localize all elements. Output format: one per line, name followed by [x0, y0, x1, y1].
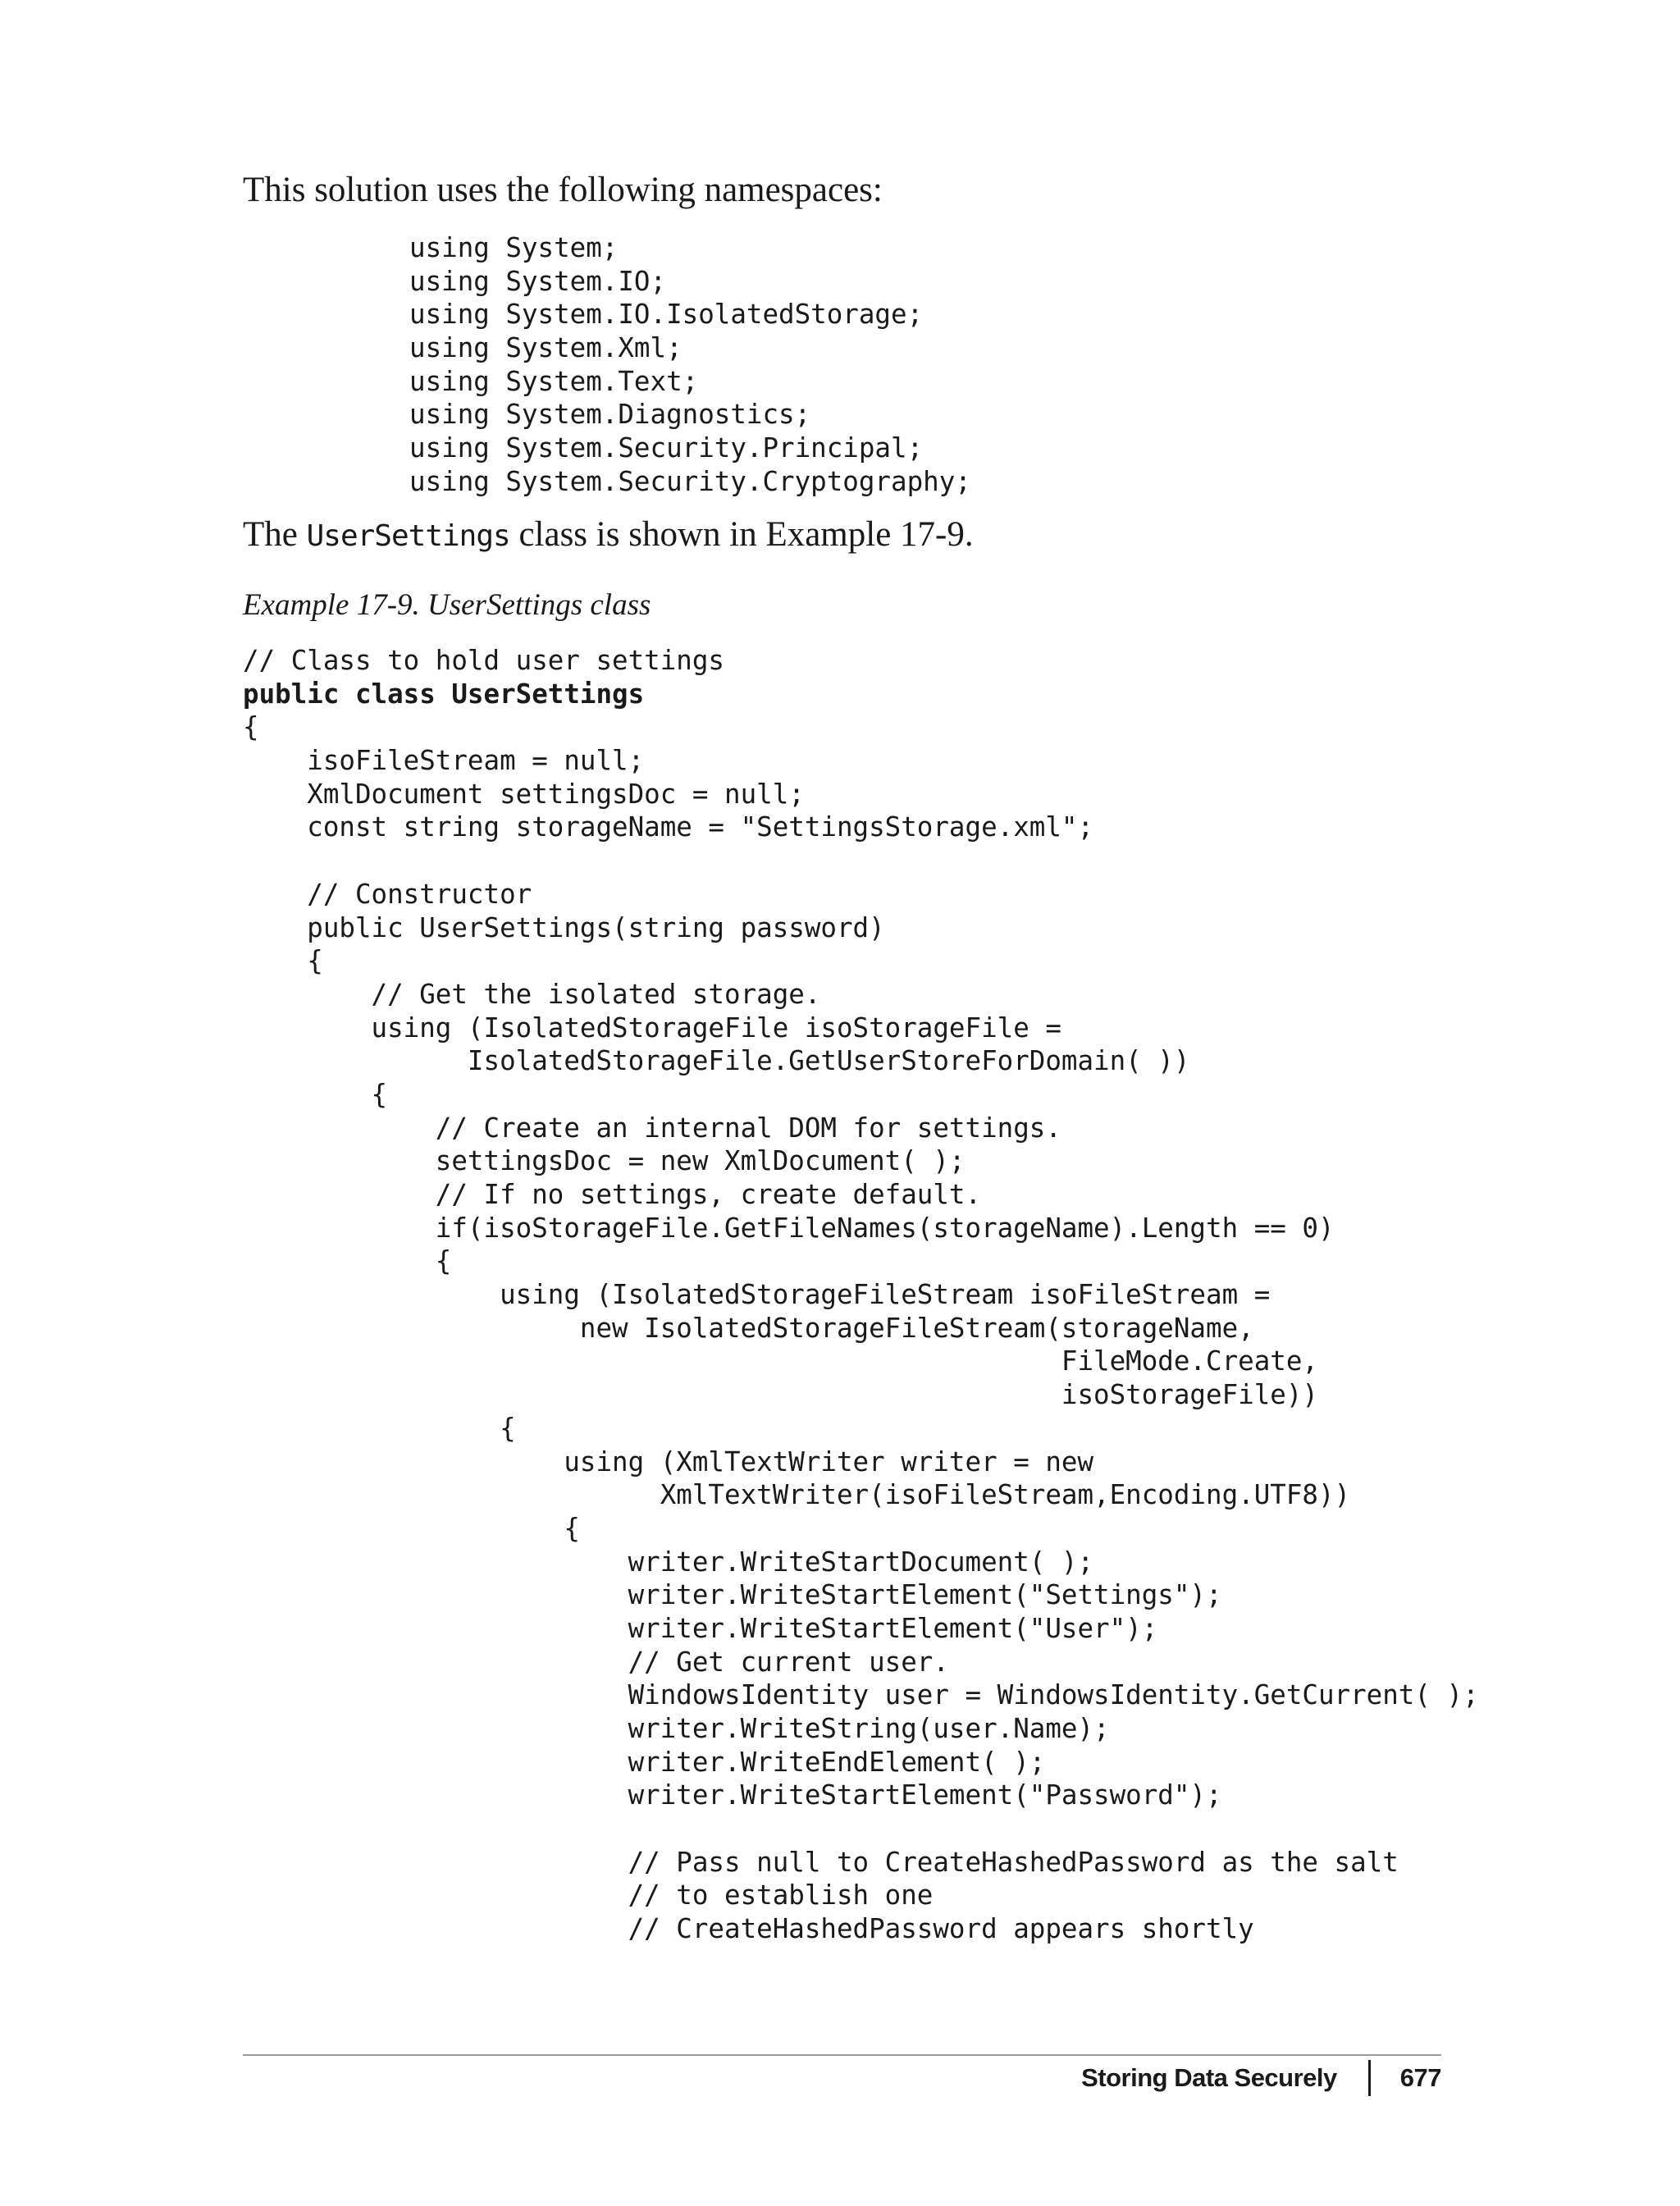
code-line: using System.Xml;	[409, 332, 682, 364]
code-line: XmlDocument settingsDoc = null;	[243, 778, 805, 810]
code-line: public UserSettings(string password)	[243, 911, 885, 943]
code-line: // Create an internal DOM for settings.	[243, 1112, 1061, 1144]
code-line: WindowsIdentity user = WindowsIdentity.GetCurrent( );	[243, 1679, 1479, 1711]
class-name-inline-code: UserSettings	[306, 519, 510, 553]
code-line: using System;	[409, 232, 619, 263]
footer-separator	[1368, 2060, 1371, 2096]
namespaces-code-block	[409, 231, 971, 499]
code-line: // Get current user.	[243, 1646, 949, 1678]
code-line: const string storageName = "SettingsStorage.xml";	[243, 811, 1094, 843]
class-intro-paragraph	[243, 514, 974, 558]
code-line: {	[243, 711, 259, 743]
code-line: writer.WriteEndElement( );	[243, 1746, 1046, 1778]
code-line: FileMode.Create,	[243, 1345, 1318, 1377]
code-line: {	[243, 1512, 580, 1544]
code-line: writer.WriteStartElement("Password");	[243, 1779, 1222, 1811]
class-intro-text-after: class is shown in Example 17-9.	[509, 515, 974, 554]
code-line: isoFileStream = null;	[243, 745, 645, 777]
footer-page-number: 677	[1399, 2063, 1441, 2092]
code-line: public class UserSettings	[243, 678, 645, 710]
code-line: using System.Security.Principal;	[409, 432, 924, 464]
code-line: {	[243, 945, 323, 977]
code-line: // to establish one	[243, 1879, 934, 1911]
code-line: settingsDoc = new XmlDocument( );	[243, 1145, 966, 1177]
code-line: // Get the isolated storage.	[243, 978, 821, 1010]
code-line: writer.WriteStartElement("Settings");	[243, 1579, 1222, 1611]
code-line: // Pass null to CreateHashedPassword as the salt	[243, 1846, 1399, 1878]
code-line: // Constructor	[243, 878, 532, 910]
code-line: {	[243, 1245, 452, 1277]
code-line: new IsolatedStorageFileStream(storageName,	[243, 1312, 1254, 1344]
namespaces-intro-paragraph: This solution uses the following namespaces:	[243, 171, 883, 209]
code-line: IsolatedStorageFile.GetUserStoreForDomain( ))	[243, 1045, 1190, 1077]
code-line: using System.Text;	[409, 365, 699, 397]
code-line: using System.Diagnostics;	[409, 399, 811, 431]
code-line: if(isoStorageFile.GetFileNames(storageName).Length == 0)	[243, 1212, 1335, 1244]
code-line: using (IsolatedStorageFile isoStorageFile =	[243, 1012, 1061, 1044]
code-line: using (IsolatedStorageFileStream isoFileStream =	[243, 1279, 1271, 1311]
code-line: writer.WriteString(user.Name);	[243, 1713, 1110, 1744]
code-line: XmlTextWriter(isoFileStream,Encoding.UTF8))	[243, 1479, 1351, 1511]
code-line: writer.WriteStartDocument( );	[243, 1546, 1094, 1578]
footer-section-title: Storing Data Securely	[1081, 2063, 1337, 2092]
code-line: using System.Security.Cryptography;	[409, 465, 971, 497]
code-line: isoStorageFile))	[243, 1379, 1318, 1411]
code-line: // CreateHashedPassword appears shortly	[243, 1913, 1254, 1945]
code-line: using System.IO;	[409, 265, 667, 297]
example-caption: Example 17-9. UserSettings class	[243, 588, 651, 622]
code-line: writer.WriteStartElement("User");	[243, 1612, 1158, 1644]
example-code-block	[243, 644, 1479, 1946]
code-line	[243, 1812, 1479, 1846]
code-line: using System.IO.IsolatedStorage;	[409, 299, 924, 331]
class-intro-text-before: The	[243, 515, 307, 554]
code-line: {	[243, 1412, 516, 1444]
code-line: // If no settings, create default.	[243, 1179, 982, 1210]
code-line	[243, 844, 1479, 878]
code-line: {	[243, 1078, 388, 1110]
code-line: // Class to hold user settings	[243, 645, 724, 676]
code-line: using (XmlTextWriter writer = new	[243, 1446, 1094, 1478]
page-footer	[1081, 2058, 1441, 2099]
footer-rule	[243, 2054, 1441, 2056]
